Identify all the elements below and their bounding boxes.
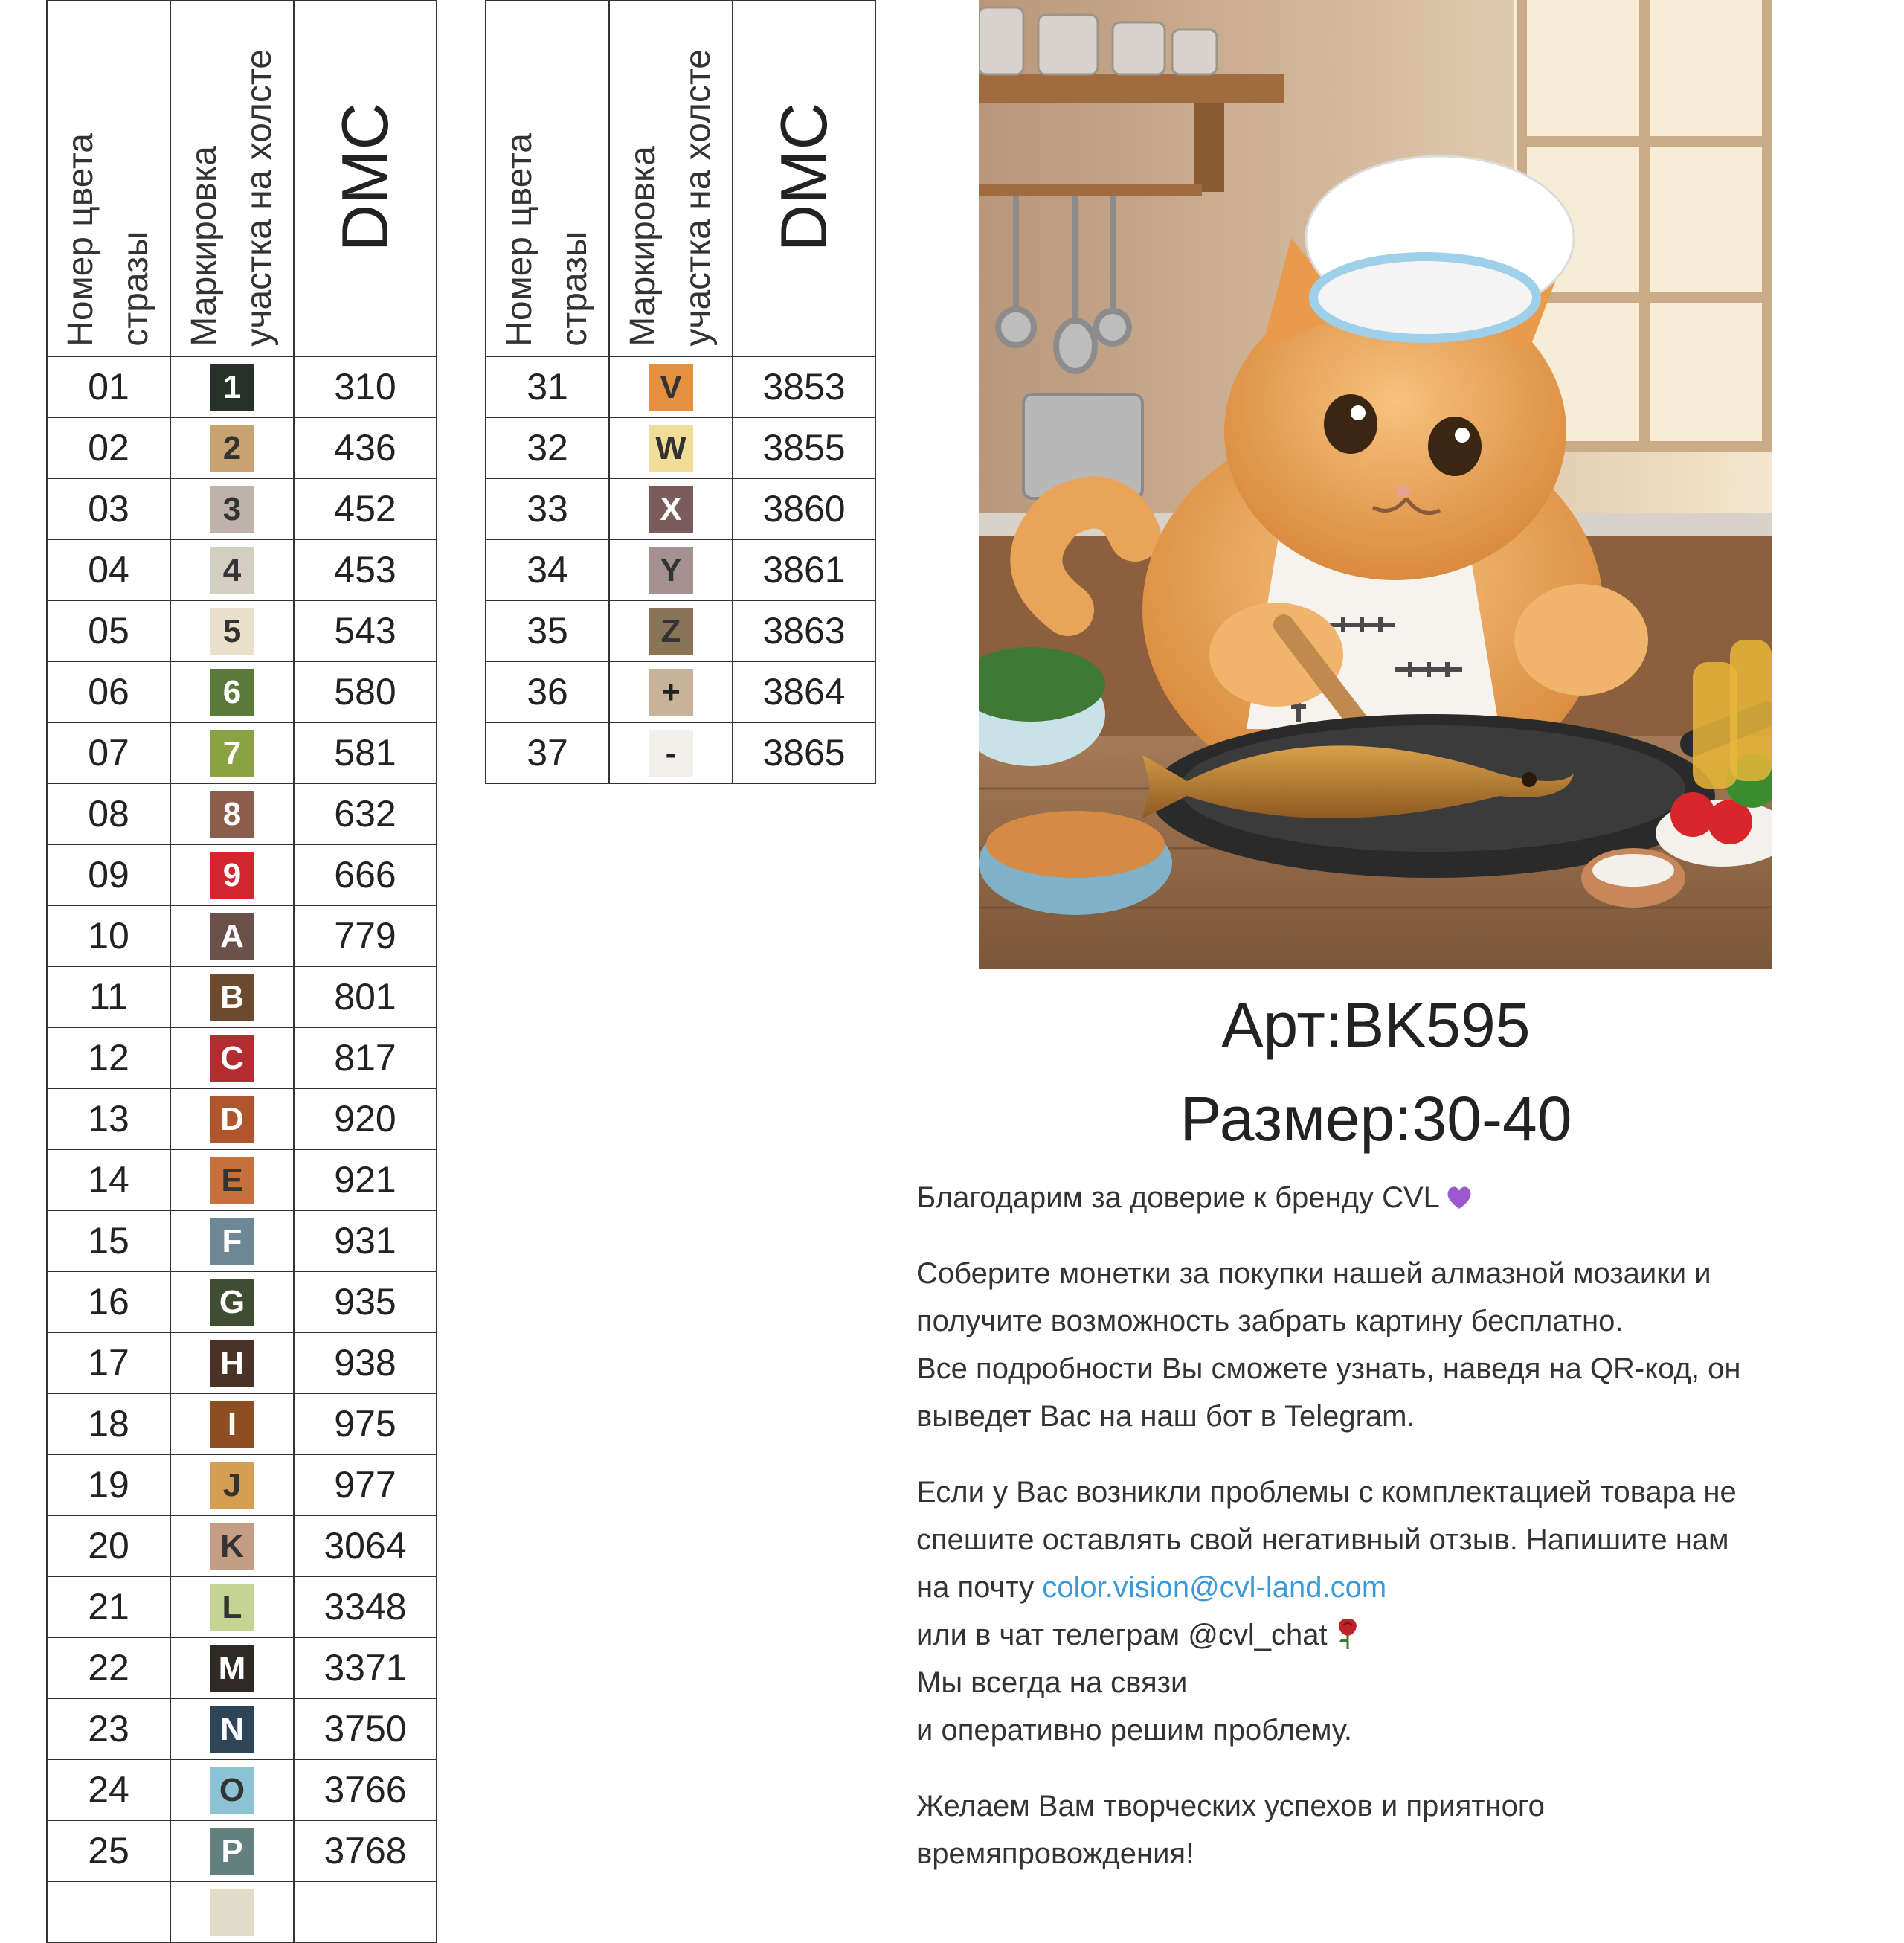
legend-row xyxy=(47,478,437,539)
canvas-marking-cell xyxy=(170,722,294,783)
color-swatch: - xyxy=(649,730,693,777)
legend-row xyxy=(47,966,437,1027)
color-swatch: K xyxy=(210,1523,254,1570)
stone-number: 21 xyxy=(47,1576,170,1637)
color-swatch: 9 xyxy=(210,852,254,899)
canvas-marking-cell xyxy=(170,1393,294,1454)
dmc-code: 801 xyxy=(294,966,437,1027)
canvas-marking-cell xyxy=(170,1210,294,1271)
wish-line-2: времяпровождения! xyxy=(916,1837,1194,1870)
rose-icon xyxy=(1337,1618,1359,1649)
dmc-code: 935 xyxy=(294,1271,437,1332)
dmc-code: 580 xyxy=(294,661,437,722)
dmc-code: 921 xyxy=(294,1149,437,1210)
coins-line-2: получите возможность забрать картину бесплатно. xyxy=(916,1305,1624,1337)
dmc-code: 452 xyxy=(294,478,437,539)
color-swatch: M xyxy=(210,1645,254,1692)
canvas-marking-cell xyxy=(170,1698,294,1759)
email-prefix: на почту xyxy=(916,1571,1043,1604)
stone-number: 13 xyxy=(47,1088,170,1149)
legend-row xyxy=(47,1088,437,1149)
color-legend-table-left xyxy=(46,0,437,1943)
thank-you-message xyxy=(916,1174,1883,1906)
color-swatch: 2 xyxy=(210,425,254,472)
stone-number: 31 xyxy=(486,356,609,417)
stone-number xyxy=(47,1881,170,1942)
color-swatch: I xyxy=(210,1401,254,1448)
color-swatch: 3 xyxy=(210,486,254,533)
legend-row xyxy=(47,1454,437,1515)
problem-paragraph xyxy=(916,1468,1883,1754)
canvas-marking-cell xyxy=(170,1271,294,1332)
canvas-marking-cell xyxy=(609,539,733,600)
canvas-marking-cell xyxy=(170,539,294,600)
dmc-code: 817 xyxy=(294,1027,437,1088)
legend-row xyxy=(47,1637,437,1698)
problem-line-3 xyxy=(916,1564,1883,1611)
color-swatch: 7 xyxy=(210,730,254,777)
dmc-code: 453 xyxy=(294,539,437,600)
color-swatch: E xyxy=(210,1157,254,1204)
legend-row xyxy=(486,356,875,417)
legend-row xyxy=(486,417,875,478)
legend-row xyxy=(47,905,437,966)
color-swatch: Y xyxy=(649,547,693,594)
legend-row xyxy=(486,722,875,783)
canvas-marking-cell xyxy=(170,1454,294,1515)
color-swatch: P xyxy=(210,1828,254,1875)
dmc-code xyxy=(294,1881,437,1942)
canvas-marking-cell xyxy=(170,1637,294,1698)
canvas-marking-cell xyxy=(609,417,733,478)
color-swatch: A xyxy=(210,913,254,960)
color-swatch: 5 xyxy=(210,608,254,655)
canvas-marking-cell xyxy=(170,478,294,539)
header-stone-number: Номер цвета стразы xyxy=(486,1,609,356)
legend-row xyxy=(486,539,875,600)
color-swatch: J xyxy=(210,1462,254,1509)
canvas-marking-cell xyxy=(609,661,733,722)
header-dmc: DMC xyxy=(733,1,875,356)
stone-number: 06 xyxy=(47,661,170,722)
stone-number: 23 xyxy=(47,1698,170,1759)
color-swatch: 1 xyxy=(210,364,254,411)
color-swatch: V xyxy=(649,364,693,411)
color-swatch: 8 xyxy=(210,791,254,838)
canvas-marking-cell xyxy=(170,1820,294,1881)
stone-number: 14 xyxy=(47,1149,170,1210)
canvas-marking-cell xyxy=(609,600,733,661)
canvas-marking-cell xyxy=(170,417,294,478)
dmc-code: 3864 xyxy=(733,661,875,722)
canvas-marking-cell xyxy=(609,478,733,539)
dmc-code: 779 xyxy=(294,905,437,966)
stone-number: 19 xyxy=(47,1454,170,1515)
canvas-marking-cell xyxy=(170,783,294,844)
stone-number: 16 xyxy=(47,1271,170,1332)
stone-number: 37 xyxy=(486,722,609,783)
size-label: Размер:30-40 xyxy=(1180,1084,1572,1154)
coins-line-1: Соберите монетки за покупки нашей алмазной мозаики и xyxy=(916,1257,1711,1290)
canvas-marking-cell xyxy=(609,356,733,417)
color-swatch: F xyxy=(210,1218,254,1265)
dmc-code: 3348 xyxy=(294,1576,437,1637)
dmc-code: 310 xyxy=(294,356,437,417)
stone-number: 18 xyxy=(47,1393,170,1454)
purple-heart-icon xyxy=(1446,1185,1473,1210)
problem-line-5: Мы всегда на связи xyxy=(916,1666,1188,1699)
dmc-code: 666 xyxy=(294,844,437,905)
color-swatch: + xyxy=(649,669,693,716)
stone-number: 08 xyxy=(47,783,170,844)
color-swatch: 6 xyxy=(210,669,254,716)
article-code: Арт:BK595 xyxy=(1221,990,1531,1060)
color-swatch xyxy=(210,1889,254,1936)
canvas-marking-cell xyxy=(170,356,294,417)
color-swatch: X xyxy=(649,486,693,533)
header-canvas-marking: Маркировка участка на холсте xyxy=(609,1,733,356)
dmc-code: 3064 xyxy=(294,1515,437,1576)
legend-row xyxy=(47,722,437,783)
canvas-marking-cell xyxy=(170,1149,294,1210)
canvas-marking-cell xyxy=(170,905,294,966)
stone-number: 34 xyxy=(486,539,609,600)
stone-number: 03 xyxy=(47,478,170,539)
canvas-marking-cell xyxy=(170,600,294,661)
canvas-marking-cell xyxy=(170,844,294,905)
coins-paragraph xyxy=(916,1250,1883,1440)
dmc-code: 3766 xyxy=(294,1759,437,1820)
color-swatch: W xyxy=(649,425,693,472)
stone-number: 25 xyxy=(47,1820,170,1881)
canvas-marking-cell xyxy=(170,966,294,1027)
wish-line-1: Желаем Вам творческих успехов и приятного xyxy=(916,1790,1545,1822)
legend-row xyxy=(47,356,437,417)
stone-number: 05 xyxy=(47,600,170,661)
stone-number: 09 xyxy=(47,844,170,905)
color-legend-table-right xyxy=(485,0,876,784)
problem-line-6: и оперативно решим проблему. xyxy=(916,1714,1353,1747)
color-swatch: O xyxy=(210,1767,254,1814)
color-swatch: C xyxy=(210,1035,254,1082)
problem-line-4 xyxy=(916,1611,1883,1659)
legend-row xyxy=(47,1027,437,1088)
dmc-code: 3768 xyxy=(294,1820,437,1881)
legend-row xyxy=(486,478,875,539)
stone-number: 36 xyxy=(486,661,609,722)
legend-row xyxy=(47,1698,437,1759)
dmc-code: 3865 xyxy=(733,722,875,783)
canvas-marking-cell xyxy=(609,722,733,783)
canvas-marking-cell xyxy=(170,1881,294,1942)
legend-row xyxy=(47,1271,437,1332)
legend-row xyxy=(47,844,437,905)
canvas-marking-cell xyxy=(170,1027,294,1088)
legend-row xyxy=(47,1149,437,1210)
email-link[interactable]: color.vision@cvl-land.com xyxy=(1042,1571,1387,1604)
dmc-code: 3861 xyxy=(733,539,875,600)
legend-row xyxy=(47,1515,437,1576)
canvas-marking-cell xyxy=(170,1088,294,1149)
stone-number: 15 xyxy=(47,1210,170,1271)
dmc-code: 977 xyxy=(294,1454,437,1515)
stone-number: 22 xyxy=(47,1637,170,1698)
stone-number: 20 xyxy=(47,1515,170,1576)
thanks-text: Благодарим за доверие к бренду CVL xyxy=(916,1181,1440,1214)
legend-row xyxy=(47,1393,437,1454)
wish-paragraph xyxy=(916,1782,1883,1878)
stone-number: 07 xyxy=(47,722,170,783)
legend-row xyxy=(47,1759,437,1820)
coins-line-4: выведет Вас на наш бот в Telegram. xyxy=(916,1400,1415,1433)
header-stone-number: Номер цвета стразы xyxy=(47,1,170,356)
canvas-marking-cell xyxy=(170,661,294,722)
legend-row xyxy=(47,1820,437,1881)
cat-chef-artwork xyxy=(979,0,1772,969)
stone-number: 35 xyxy=(486,600,609,661)
dmc-code: 3860 xyxy=(733,478,875,539)
color-swatch: 4 xyxy=(210,547,254,594)
legend-row xyxy=(47,1881,437,1942)
stone-number: 02 xyxy=(47,417,170,478)
color-swatch: B xyxy=(210,974,254,1021)
stone-number: 24 xyxy=(47,1759,170,1820)
dmc-code: 938 xyxy=(294,1332,437,1393)
legend-row xyxy=(47,783,437,844)
dmc-code: 543 xyxy=(294,600,437,661)
stone-number: 01 xyxy=(47,356,170,417)
color-swatch: G xyxy=(210,1279,254,1326)
color-swatch: D xyxy=(210,1096,254,1143)
canvas-marking-cell xyxy=(170,1332,294,1393)
stone-number: 17 xyxy=(47,1332,170,1393)
dmc-code: 581 xyxy=(294,722,437,783)
legend-row xyxy=(486,661,875,722)
telegram-chat-text: или в чат телеграм @cvl_chat xyxy=(916,1619,1328,1651)
legend-row xyxy=(47,600,437,661)
stone-number: 33 xyxy=(486,478,609,539)
stone-number: 11 xyxy=(47,966,170,1027)
header-canvas-marking: Маркировка участка на холсте xyxy=(170,1,294,356)
dmc-code: 436 xyxy=(294,417,437,478)
stone-number: 10 xyxy=(47,905,170,966)
legend-row xyxy=(47,1332,437,1393)
canvas-marking-cell xyxy=(170,1515,294,1576)
dmc-code: 931 xyxy=(294,1210,437,1271)
color-swatch: H xyxy=(210,1340,254,1387)
legend-row xyxy=(47,539,437,600)
legend-row xyxy=(486,600,875,661)
stone-number: 04 xyxy=(47,539,170,600)
dmc-code: 920 xyxy=(294,1088,437,1149)
problem-line-2: спешите оставлять свой негативный отзыв. Напишите нам xyxy=(916,1523,1729,1556)
stone-number: 12 xyxy=(47,1027,170,1088)
dmc-code: 3863 xyxy=(733,600,875,661)
legend-row xyxy=(47,417,437,478)
cat-chef-image xyxy=(979,0,1772,969)
legend-row xyxy=(47,1576,437,1637)
dmc-code: 3855 xyxy=(733,417,875,478)
dmc-code: 975 xyxy=(294,1393,437,1454)
color-swatch: N xyxy=(210,1706,254,1753)
coins-line-3: Все подробности Вы сможете узнать, наведя на QR-код, он xyxy=(916,1352,1741,1385)
legend-row xyxy=(47,661,437,722)
legend-row xyxy=(47,1210,437,1271)
problem-line-1: Если у Вас возникли проблемы с комплектацией товара не xyxy=(916,1476,1737,1509)
canvas-marking-cell xyxy=(170,1759,294,1820)
thanks-paragraph xyxy=(916,1174,1883,1221)
color-swatch: Z xyxy=(649,608,693,655)
dmc-code: 3750 xyxy=(294,1698,437,1759)
dmc-code: 632 xyxy=(294,783,437,844)
dmc-code: 3371 xyxy=(294,1637,437,1698)
color-swatch: L xyxy=(210,1584,254,1631)
header-dmc: DMC xyxy=(294,1,437,356)
canvas-marking-cell xyxy=(170,1576,294,1637)
stone-number: 32 xyxy=(486,417,609,478)
dmc-code: 3853 xyxy=(733,356,875,417)
